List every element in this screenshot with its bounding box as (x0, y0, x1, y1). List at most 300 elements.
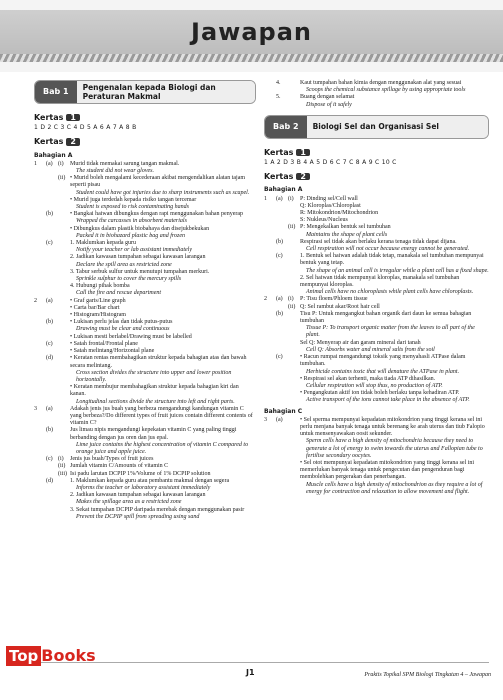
answer-subpart: (ii) (288, 303, 296, 310)
answer-subpart (58, 269, 70, 283)
answer-malay: • Murid boleh mengalami kecederaan akibat mengendalikan alatan tajam seperti pisau (70, 175, 246, 189)
answer-subpart (58, 319, 70, 333)
answer-subpart: (i) (58, 160, 64, 167)
answer-text-block (300, 296, 489, 303)
answer-malay: Jenis jus buah/Types of fruit juices (70, 456, 154, 463)
answer-number (264, 460, 276, 496)
answer-subpart (58, 211, 70, 225)
answer-number (264, 340, 276, 354)
answer-item (264, 239, 489, 253)
answer-english: Dispose of it safely (306, 101, 352, 108)
chapter-header-1 (34, 80, 256, 104)
answer-english: The shape of an animal cell is irregular while a plant cell has a fixed shape. (306, 267, 489, 274)
answer-subpart (288, 376, 300, 390)
answer-subpart (288, 390, 300, 404)
answer-text-block (70, 471, 256, 478)
answer-part (276, 275, 288, 297)
answer-subpart (58, 384, 70, 406)
answer-part (276, 224, 288, 238)
answer-malay: P: Dinding sel/Cell wall (300, 195, 358, 202)
answer-part: (d) (46, 355, 53, 362)
answer-number (264, 376, 276, 390)
answer-part (46, 254, 58, 268)
kertas-label: Kertas (34, 113, 64, 122)
answer-number: 3 (264, 416, 267, 423)
answer-item (34, 406, 256, 428)
answer-part (46, 492, 58, 506)
answer-part (46, 463, 58, 470)
answer-item (34, 269, 256, 283)
answer-item (34, 283, 256, 297)
answer-text-block (300, 217, 489, 224)
answer-subpart (58, 226, 70, 240)
answer-subpart (58, 341, 70, 348)
topbooks-logo (6, 646, 106, 692)
answer-subpart: (ii) (58, 463, 66, 470)
answer-subpart: (ii) (288, 224, 296, 231)
answer-number (264, 203, 276, 210)
answer-malay: 1. Maklumkan kepada guru (70, 240, 136, 247)
answer-english: Cross section divides the structure into upper and lower position horizontally. (76, 369, 232, 383)
answer-part (276, 210, 288, 217)
answer-item (34, 463, 256, 470)
answer-item (264, 304, 489, 311)
answer-number (264, 304, 276, 311)
answer-number (264, 275, 276, 297)
answer-malay: 2. Jadikan kawasan tumpahan sebagai kawasan larangan (70, 254, 206, 261)
answer-item (264, 390, 489, 404)
answer-english: Declare the spill area as restricted zone (76, 261, 172, 268)
answer-text-block (70, 175, 256, 197)
answer-number (34, 478, 46, 492)
answer-malay: • Murid juga terdedah kepada risiko tangan tercemar (70, 196, 197, 203)
page-title: Jawapan (191, 18, 312, 46)
answer-text-block (70, 305, 256, 312)
answer-item (264, 417, 489, 460)
answer-item (34, 334, 256, 341)
answer-malay: Kaut tumpahan bahan kimia dengan menggunakan alat yang sesuai (300, 80, 462, 86)
answer-item (264, 210, 489, 217)
answer-number (264, 311, 276, 340)
answer-item (34, 240, 256, 254)
answer-text-block (300, 304, 489, 311)
answer-english: Wrapped the carcasses in absorbent materials (76, 218, 187, 225)
answer-subpart (58, 298, 70, 305)
answer-malay: Tisu P: Untuk mengangkut bahan organik dari daun ke semua bahagian tumbuhan (300, 310, 472, 325)
answer-text-block (300, 80, 489, 94)
kertas-2-heading (34, 138, 80, 145)
answer-part (276, 203, 288, 210)
answer-number (264, 210, 276, 217)
kertas-label: Kertas (34, 137, 64, 147)
answer-item (34, 254, 256, 268)
answer-part: (a) (46, 160, 53, 167)
answer-subpart (58, 478, 70, 492)
answer-number (34, 175, 46, 197)
answer-english: Notify your teacher or lab assistant immediately (76, 247, 192, 254)
answer-part: (c) (46, 456, 53, 463)
answer-part: (c) (276, 354, 283, 361)
answer-item (264, 354, 489, 376)
answer-list (264, 417, 489, 496)
answer-part (276, 304, 288, 311)
answer-item (264, 196, 489, 203)
answer-subpart (58, 254, 70, 268)
answer-part (276, 376, 288, 390)
answer-text-block (300, 460, 489, 496)
title-banner (0, 0, 503, 72)
answer-text-block (70, 269, 256, 283)
answer-english: Herbicide contains toxic that will denature the ATPase in plant. (306, 368, 460, 375)
answer-subpart (288, 203, 300, 210)
answer-number (34, 305, 46, 312)
answer-part: (a) (46, 405, 53, 412)
answer-item (34, 478, 256, 492)
answer-item (34, 226, 256, 240)
answer-item (34, 355, 256, 384)
answer-malay: Jumlah vitamin C/Amounts of vitamin C (70, 463, 169, 470)
answer-malay: • Pengangkutan aktif ion tidak boleh berlaku tanpa kehadiran ATP. (300, 390, 460, 397)
answer-item (34, 175, 256, 197)
answer-number: 2 (264, 296, 267, 303)
mcq-answers: 1 A 2 D 3 B 4 A 5 D 6 C 7 C 8 A 9 C 10 C (264, 159, 397, 167)
answer-text-block (300, 94, 489, 108)
answer-part (46, 226, 58, 240)
answer-english: Cell Q: Absorbs water and mineral salts from the soil (306, 346, 435, 353)
answer-subpart (58, 197, 70, 211)
answer-number: 2 (34, 297, 37, 304)
answer-part (276, 390, 288, 404)
answer-part: (c) (46, 340, 53, 347)
answer-malay: P: Mengekalkan bentuk sel tumbuhan (300, 224, 391, 231)
answer-malay: • Keratan membujur membahagikan struktur kepada bahagian kiri dan kanan. (70, 384, 239, 398)
answer-english: Animal cells have no chloroplasts while plant cells have chloroplasts. (306, 289, 474, 296)
kertas-label: Kertas (264, 147, 294, 157)
answer-subpart (58, 283, 70, 297)
answer-part: (a) (276, 195, 283, 202)
answer-text-block (70, 463, 256, 470)
answer-part (46, 334, 58, 341)
answer-item (34, 492, 256, 506)
answer-malay: 1. Bentuk sel haiwan adalah tidak tetap, manakala sel tumbuhan mempunyai bentuk yang tetap. (300, 253, 484, 267)
answer-item (34, 211, 256, 225)
footer-text: Praktis Topikal SPM Biologi Tingkatan 4 – Jawapan (364, 672, 491, 678)
answer-text-block (70, 298, 256, 305)
page-number: J1 (246, 668, 255, 677)
answer-number (264, 217, 276, 224)
kertas-1-heading (34, 114, 80, 121)
answer-part (46, 175, 58, 197)
answer-text-block (300, 210, 489, 217)
answer-number (34, 427, 46, 456)
chapter-title: Biologi Sel dan Organisasi Sel (307, 116, 488, 138)
answer-english: Prevent the DCPIP spill from spreading using sand (76, 513, 200, 520)
answer-text-block (70, 348, 256, 355)
answer-number (34, 211, 46, 225)
answer-part: (c) (46, 240, 53, 247)
section-heading: Bahagian A (34, 151, 73, 159)
answer-item (34, 319, 256, 333)
answer-number (34, 254, 46, 268)
answer-part: (a) (46, 297, 53, 304)
answer-number (34, 240, 46, 254)
answer-number (34, 334, 46, 341)
answer-text-block (70, 427, 256, 456)
answer-number (34, 384, 46, 406)
answer-text-block (300, 390, 489, 404)
answer-part (46, 269, 58, 283)
answer-part (46, 507, 58, 521)
answer-subpart (288, 239, 300, 253)
answer-text-block (70, 492, 256, 506)
answer-subpart: (i) (58, 456, 64, 463)
answer-subpart (288, 340, 300, 354)
answer-item (34, 312, 256, 319)
answer-part: 4. (276, 80, 281, 86)
answer-malay: Jus limau nipis mengandungi kepekatan vitamin C yang paling tinggi berbanding dengan jus oren dan jus epal. (70, 427, 237, 441)
answer-text-block (70, 161, 256, 175)
answer-malay: 3. Tabur serbuk sulfur untuk menutupi tumpahan merkuri. (70, 268, 210, 275)
answer-item (264, 275, 489, 297)
answer-part: (a) (276, 416, 283, 423)
answer-subpart (58, 492, 70, 506)
answer-number (34, 463, 46, 470)
answer-item (34, 384, 256, 406)
answer-part: (b) (276, 238, 283, 245)
answer-list (264, 80, 489, 109)
answer-english: Packed it in biohazard plastic bag and frozen (76, 232, 186, 239)
answer-malay: • Satah frontal/Frontal plane (70, 340, 138, 347)
answer-subpart: (ii) (58, 175, 66, 182)
answer-part: (d) (46, 477, 53, 484)
answer-english: The student did not wear gloves. (76, 168, 154, 175)
answer-text-block (70, 355, 256, 384)
answer-number (34, 319, 46, 333)
answer-english: Student could have got injuries due to sharp instruments such as scapel. (76, 189, 250, 196)
answer-text-block (300, 417, 489, 460)
answer-item (34, 161, 256, 175)
answer-malay: • Racun rumpai mengandungi toksik yang menyahasli ATPase dalam tumbuhan. (300, 354, 466, 368)
answer-text-block (300, 203, 489, 210)
answer-malay: Murid tidak memakai sarung tangan makmal. (70, 160, 180, 167)
answer-number (264, 253, 276, 275)
answer-item (34, 427, 256, 456)
answer-text-block (70, 334, 256, 341)
answer-subpart (58, 427, 70, 456)
answer-item (264, 311, 489, 340)
answer-malay: 1. Maklumkan kepada guru atau pembantu makmal dengan segera (70, 477, 230, 484)
kertas-1-heading (264, 149, 310, 156)
answer-text-block (70, 319, 256, 333)
answer-number (34, 197, 46, 211)
answer-malay: • Satah melintang/Horizontal plane (70, 348, 155, 355)
answer-part (46, 197, 58, 211)
answer-malay: 2. Jadikan kawasan tumpahan sebagai kawasan larangan (70, 492, 206, 499)
answer-malay: Q: Kloroplas/Chloroplast (300, 202, 361, 209)
answer-number: 1 (34, 160, 37, 167)
answer-text-block (300, 376, 489, 390)
answer-part (46, 384, 58, 406)
answer-text-block (70, 211, 256, 225)
answer-number (34, 456, 46, 463)
kertas-number: 2 (66, 138, 80, 145)
answer-item (264, 94, 489, 108)
answer-item (34, 197, 256, 211)
answer-item (264, 224, 489, 238)
section-heading: Bahagian C (264, 407, 303, 415)
answer-item (264, 80, 489, 94)
answer-item (264, 253, 489, 275)
answer-item (34, 471, 256, 478)
chapter-title: Pengenalan kepada Biologi dan Peraturan Makmal (77, 81, 255, 103)
chapter-number: Bab 1 (35, 81, 77, 103)
chapter-number: Bab 2 (265, 116, 307, 138)
answer-text-block (300, 311, 489, 340)
answer-malay: • Dibungkus dalam plastik biobahaya dan disejukbekukan (70, 225, 210, 232)
right-column (264, 80, 489, 496)
answer-list (264, 196, 489, 405)
section-heading: Bahagian A (264, 186, 303, 194)
answer-english: Muscle cells have a high density of mitochondrion as they require a lot of energy for contraction and relaxation to allow movement and flight. (306, 481, 483, 495)
answer-number (34, 507, 46, 521)
answer-item (34, 507, 256, 521)
answer-item (264, 340, 489, 354)
answer-malay: P: Tisu floem/Phloem tissue (300, 296, 368, 303)
answer-item (34, 305, 256, 312)
answer-malay: • Carta bar/Bar chart (70, 304, 120, 311)
answer-number (34, 355, 46, 384)
answer-english: Tissue P: To transport organic matter from the leaves to all part of the plant. (306, 325, 475, 339)
answer-malay: • Lukisan perlu jelas dan tidak putus-putus (70, 319, 173, 326)
answer-malay: S: Nukleus/Nucleus (300, 217, 348, 224)
answer-english: Cell respiration will not occur because energy cannot be generated. (306, 246, 470, 253)
answer-part: 5. (276, 94, 281, 101)
kertas-label: Kertas (264, 172, 294, 182)
answer-malay: 2. Sel haiwan tidak mempunyai kloroplas, manakala sel tumbuhan mempunyai kloroplas. (300, 274, 460, 289)
answer-malay: Isi padu larutan DCPIP 1%/Volume of 1% DCPIP solution (70, 470, 211, 477)
answer-subpart: (iii) (58, 470, 67, 477)
answer-number (34, 348, 46, 355)
answer-number: 3 (34, 405, 37, 412)
answer-subpart (58, 312, 70, 319)
answer-malay: • Bangkai haiwan dibungkus dengan rapi menggunakan bahan penyerap (70, 211, 244, 218)
answer-malay: • Respirasi sel akan terhenti, maka tiada ATP dihasilkan. (300, 375, 436, 382)
kertas-number: 1 (66, 114, 80, 121)
answer-malay: • Sel sperma mempunyai kepadatan mitokondrion yang tinggi kerana sel ini perlu menjana banyak tenaga untuk berenang ke arah uterus dan tiub Falopio untuk mensenyawakan oosit sekunder. (300, 416, 485, 438)
answer-subpart (58, 348, 70, 355)
kertas-number: 2 (296, 173, 310, 180)
answer-text-block (70, 507, 256, 521)
answer-list (34, 161, 256, 521)
answer-english: Informs the teacher or laboratory assistant immediately (76, 484, 211, 491)
answer-number (34, 226, 46, 240)
answer-malay: • Lukisan mesti berlabel/Drawing must be labelled (70, 333, 192, 340)
answer-text-block (300, 275, 489, 297)
answer-subpart (288, 210, 300, 217)
answer-number (34, 471, 46, 478)
answer-text-block (70, 197, 256, 211)
answer-malay: Adakah jenis jus buah yang berbeza mengandungi kandungan vitamin C yang berbeza?/Do different types of fruit juices contain different contents of vitamin C? (70, 405, 253, 427)
answer-text-block (300, 354, 489, 376)
answer-part (276, 217, 288, 224)
answer-text-block (70, 226, 256, 240)
answer-text-block (300, 253, 489, 275)
answer-part: (b) (46, 319, 53, 326)
answer-part (276, 340, 288, 354)
answer-subpart (288, 417, 300, 460)
answer-english: Lime juice contains the highest concentration of vitamin C compared to orange juice and apple juice. (76, 441, 249, 455)
logo-top: Top (6, 646, 41, 666)
answer-number (264, 390, 276, 404)
title-stripe (0, 54, 503, 62)
answer-subpart: (i) (288, 195, 294, 202)
answer-english: Longitudinal sections divide the structure into left and right parts. (76, 398, 235, 405)
answer-english: Scoops the chemical substance spillage by using appropriate tools (306, 87, 466, 94)
answer-item (264, 217, 489, 224)
logo-books: Books (41, 646, 96, 665)
answer-part: (b) (276, 310, 283, 317)
answer-item (34, 348, 256, 355)
answer-malay: • Keratan rentas membahagikan struktur kepada bahagian atas dan bawah secara melintang. (70, 355, 247, 369)
answer-text-block (70, 406, 256, 428)
answer-malay: 4. Hubungi pihak bomba (70, 283, 130, 290)
answer-part (46, 471, 58, 478)
answer-text-block (70, 312, 256, 319)
answer-malay: Sel Q: Menyerap air dan garam mineral dari tanah (300, 339, 421, 346)
kertas-number: 1 (296, 149, 310, 156)
answer-text-block (70, 254, 256, 268)
answer-number (34, 341, 46, 348)
answer-text-block (300, 224, 489, 238)
answer-subpart (288, 311, 300, 340)
answer-part (276, 460, 288, 496)
answer-part: (b) (46, 211, 53, 218)
answer-malay: R: Mitokondrion/Mitochondrion (300, 210, 379, 217)
answer-subpart (288, 275, 300, 297)
answer-part: (a) (276, 296, 283, 303)
answer-english: Active transport of the ions cannot take place in the absence of ATP. (306, 397, 470, 404)
answer-text-block (300, 196, 489, 203)
answer-subpart (58, 507, 70, 521)
answer-item (264, 460, 489, 496)
answer-malay: Respirasi sel tidak akan berlaku kerana tenaga tidak dapat dijana. (300, 238, 457, 245)
answer-malay: Buang dengan selamat (300, 94, 355, 101)
answer-subpart (58, 305, 70, 312)
answer-number (264, 224, 276, 238)
mcq-answers: 1 D 2 C 3 C 4 D 5 A 6 A 7 A 8 B (34, 124, 137, 132)
answer-subpart (58, 355, 70, 384)
answer-number (264, 80, 276, 94)
answer-number: 1 (264, 195, 267, 202)
answer-number (264, 94, 276, 108)
answer-item (34, 341, 256, 348)
answer-malay: 3. Sekat tumpahan DCPIP daripada merebak dengan menggunakan pasir (70, 506, 245, 513)
answer-number (34, 269, 46, 283)
answer-malay: • Histogram/Histogram (70, 312, 126, 319)
answer-text-block (70, 283, 256, 297)
kertas-2-heading (264, 173, 310, 180)
answer-english: Maintains the shape of plant cells (306, 231, 388, 238)
answer-text-block (70, 240, 256, 254)
answer-subpart (58, 240, 70, 254)
answer-text-block (70, 478, 256, 492)
answer-item (264, 376, 489, 390)
answer-subpart (58, 406, 70, 428)
answer-part: (c) (276, 253, 283, 260)
answer-english: Student is exposed to risk contaminating hands (76, 204, 189, 211)
answer-english: Drawing must be clear and continuous (76, 326, 170, 333)
answer-english: Call the fire and rescue department (76, 290, 162, 297)
